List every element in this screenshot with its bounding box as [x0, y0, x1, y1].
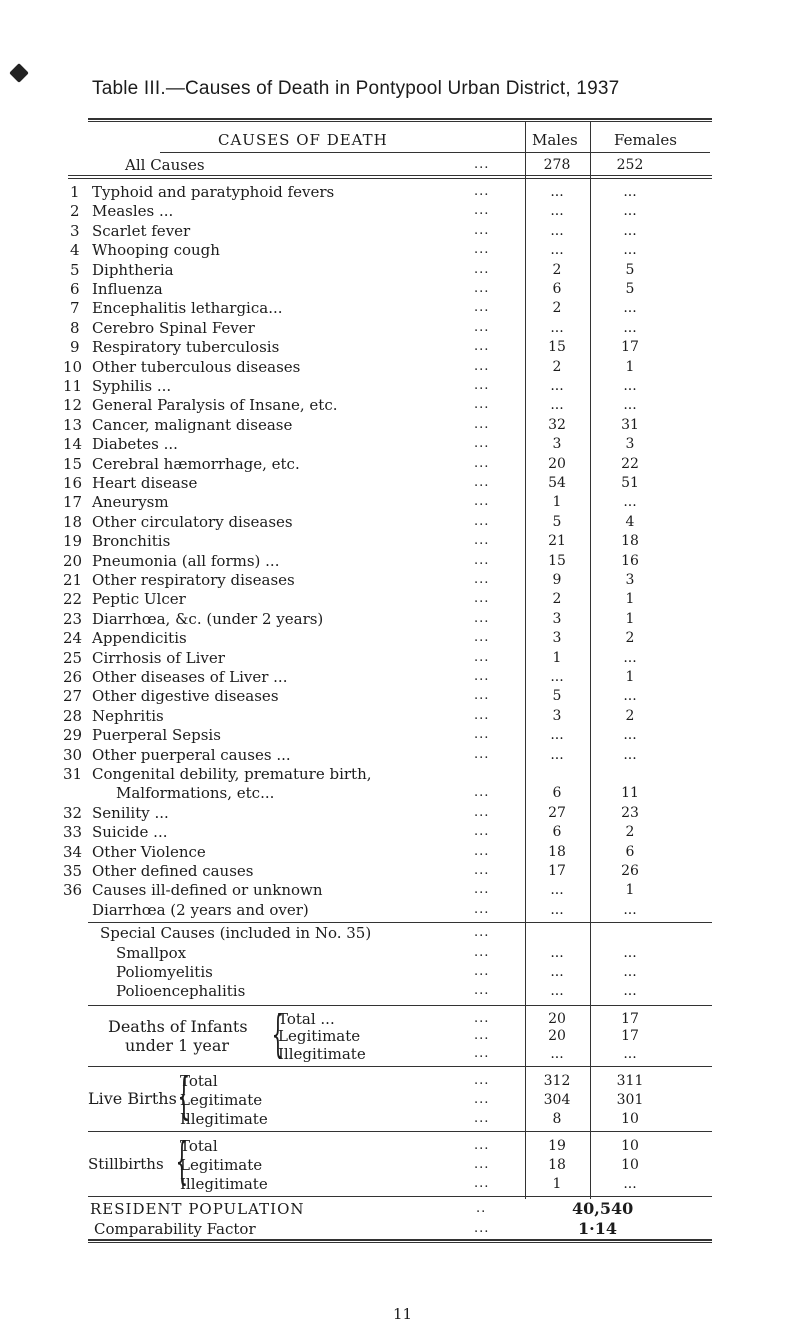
- males-value: 2: [552, 300, 562, 317]
- cause-label: Bronchitis: [92, 532, 171, 551]
- row-number: 5: [70, 260, 80, 279]
- special-label: Polioencephalitis: [116, 982, 246, 1001]
- females-header: Females: [614, 131, 678, 149]
- cause-label: Encephalitis lethargica...: [92, 299, 283, 318]
- females-value: 17: [621, 1010, 639, 1027]
- infants-item-label: Illegitimate: [278, 1044, 366, 1063]
- leader-dots: ...: [474, 513, 490, 529]
- males-value: 15: [548, 552, 566, 569]
- row-number: 21: [63, 571, 83, 589]
- males-value: 2: [552, 358, 562, 375]
- stillbirths-item-label: Total: [180, 1137, 218, 1156]
- females-value: ...: [623, 300, 637, 317]
- cause-label: Cerebro Spinal Fever: [92, 318, 255, 337]
- leader-dots: ...: [474, 1010, 490, 1026]
- row-number: 14: [63, 435, 83, 454]
- infants-label-1: Deaths of Infants: [108, 1016, 248, 1036]
- males-value: ...: [550, 319, 564, 336]
- leader-dots: ...: [474, 300, 490, 316]
- males-value: 312: [543, 1073, 571, 1090]
- males-value: 19: [548, 1138, 566, 1155]
- males-value: ...: [550, 746, 564, 763]
- females-value: ...: [623, 242, 637, 259]
- females-value: 2: [625, 707, 635, 724]
- cause-label: Suicide ...: [92, 823, 168, 842]
- leader-dots: ...: [474, 416, 490, 432]
- males-value: 5: [552, 513, 562, 530]
- cause-label: Puerperal Sepsis: [92, 726, 221, 745]
- cause-label: General Paralysis of Insane, etc.: [92, 396, 338, 415]
- infants-item-label: Legitimate: [278, 1027, 361, 1046]
- row-number: 16: [63, 474, 83, 492]
- leader-dots: ...: [474, 804, 490, 820]
- rule-line: [68, 175, 712, 176]
- females-value: 18: [621, 533, 639, 550]
- leader-dots: ...: [474, 1073, 490, 1089]
- cause-label: Scarlet fever: [92, 221, 191, 240]
- females-value: 10: [621, 1111, 639, 1128]
- all-causes-label: All Causes: [125, 156, 205, 174]
- females-value: 51: [621, 475, 639, 491]
- row-number: 23: [63, 609, 83, 628]
- leader-dots: ...: [474, 339, 490, 355]
- females-value: ...: [623, 649, 637, 666]
- leader-dots: ...: [474, 1221, 490, 1237]
- live-births-item-label: Illegitimate: [180, 1110, 268, 1129]
- females-value: ...: [623, 397, 637, 414]
- row-number: 33: [63, 823, 83, 842]
- cause-label-continued: Malformations, etc...: [116, 784, 275, 803]
- column-rule: [525, 121, 526, 1199]
- females-value: ...: [623, 746, 637, 763]
- cause-label: Other digestive diseases: [92, 687, 279, 706]
- row-number: 15: [63, 454, 83, 473]
- row-number: 10: [63, 357, 83, 376]
- page-number: 11: [393, 1305, 413, 1323]
- leader-dots: ...: [474, 1045, 490, 1061]
- row-number: 34: [63, 842, 83, 861]
- females-value: ...: [623, 319, 637, 336]
- leader-dots: ...: [474, 688, 490, 704]
- leader-dots: ...: [474, 983, 490, 999]
- cause-label: Senility ...: [92, 803, 169, 822]
- leader-dots: ...: [474, 824, 490, 840]
- leader-dots: ...: [474, 964, 490, 979]
- males-value: 21: [548, 533, 566, 550]
- females-value: 2: [625, 630, 635, 647]
- males-value: 32: [548, 416, 566, 433]
- cause-label: Other respiratory diseases: [92, 571, 295, 589]
- leader-dots: ...: [474, 649, 490, 665]
- cause-label: Congenital debility, premature birth,: [92, 765, 372, 783]
- females-value: ...: [623, 688, 637, 705]
- males-value: 54: [548, 475, 566, 491]
- males-value: 1: [552, 649, 562, 666]
- row-number: 11: [63, 377, 83, 395]
- males-value: 18: [548, 1157, 566, 1174]
- rule-line: [88, 1242, 712, 1243]
- row-number: 30: [63, 745, 83, 764]
- cause-label: Cerebral hæmorrhage, etc.: [92, 454, 300, 473]
- comparability-label: Comparability Factor: [94, 1220, 256, 1239]
- females-value: 6: [625, 843, 635, 860]
- females-value: ...: [623, 1176, 637, 1193]
- special-label: Smallpox: [116, 943, 187, 962]
- females-value: 2: [625, 824, 635, 841]
- females-value: 10: [621, 1157, 639, 1174]
- males-value: 15: [548, 339, 566, 356]
- leader-dots: ...: [474, 1092, 490, 1108]
- live-births-label: Live Births: [88, 1089, 177, 1109]
- females-value: 3: [625, 436, 635, 453]
- row-number: 35: [63, 862, 83, 880]
- brace-icon: {: [271, 1004, 285, 1063]
- rule-line: [88, 1005, 712, 1006]
- leader-dots: ...: [474, 494, 490, 510]
- leader-dots: ...: [474, 572, 490, 587]
- females-value: 10: [621, 1138, 639, 1155]
- rule-line: [88, 121, 712, 122]
- females-value: 1: [625, 669, 635, 685]
- row-number: 28: [63, 706, 83, 725]
- rule-line: [88, 922, 712, 923]
- females-value: ...: [623, 983, 637, 1000]
- page-title: Table III.—Causes of Death in Pontypool Urban District, 1937: [92, 78, 620, 99]
- cause-label: Diarrhœa, &c. (under 2 years): [92, 609, 324, 628]
- row-number: 6: [70, 280, 80, 298]
- leader-dots: ...: [474, 901, 490, 917]
- males-value: 6: [552, 785, 562, 802]
- rule-line: [88, 1239, 712, 1241]
- leader-dots: ...: [474, 222, 490, 238]
- infants-item-label: Total ...: [278, 1009, 335, 1028]
- males-value: 6: [552, 824, 562, 841]
- row-number: 13: [63, 415, 83, 434]
- females-value: 17: [621, 339, 639, 356]
- females-value: 311: [616, 1073, 644, 1090]
- cause-label: Respiratory tuberculosis: [92, 338, 280, 357]
- females-value: ...: [623, 944, 637, 961]
- females-value: ...: [623, 901, 637, 918]
- leader-dots: ...: [474, 727, 490, 743]
- females-value: 3: [625, 572, 635, 588]
- leader-dots: ...: [474, 533, 490, 549]
- cause-label: Peptic Ulcer: [92, 590, 186, 609]
- cause-label: Other defined causes: [92, 862, 254, 880]
- leader-dots: ...: [474, 378, 490, 393]
- leader-dots: ...: [474, 261, 490, 277]
- leader-dots: ...: [474, 707, 490, 723]
- live-births-item-label: Legitimate: [180, 1091, 263, 1110]
- leader-dots: ...: [474, 591, 490, 607]
- females-value: ...: [623, 203, 637, 220]
- cause-label: Syphilis ...: [92, 377, 172, 395]
- females-value: 5: [625, 281, 635, 297]
- leader-dots: ...: [474, 863, 490, 878]
- leader-dots: ...: [474, 184, 490, 199]
- causes-header: CAUSES OF DEATH: [218, 131, 388, 149]
- females-value: ...: [623, 1045, 637, 1062]
- cause-label: Appendicitis: [92, 629, 187, 648]
- cause-label: Other diseases of Liver ...: [92, 668, 288, 686]
- row-number: 3: [70, 221, 80, 240]
- males-value: 2: [552, 261, 562, 278]
- row-number: 7: [70, 299, 80, 318]
- leader-dots: ...: [474, 1111, 490, 1127]
- females-value: 11: [621, 785, 639, 802]
- all-causes-females: 252: [616, 157, 644, 173]
- cause-label: Typhoid and paratyphoid fevers: [92, 183, 335, 201]
- males-value: ...: [550, 242, 564, 259]
- leader-dots: ..: [476, 1201, 487, 1217]
- brace-icon: {: [175, 1132, 189, 1191]
- males-value: 9: [552, 572, 562, 588]
- row-number: 1: [70, 183, 80, 201]
- males-value: 20: [548, 455, 566, 472]
- row-number: 31: [63, 765, 83, 783]
- row-number: 27: [63, 687, 83, 706]
- females-value: ...: [623, 378, 637, 394]
- cause-label: Measles ...: [92, 202, 174, 221]
- females-value: ...: [623, 964, 637, 980]
- cause-label: Causes ill-defined or unknown: [92, 881, 323, 900]
- leader-dots: ...: [474, 925, 490, 941]
- stillbirths-label: Stillbirths: [88, 1155, 164, 1174]
- row-number: 18: [63, 512, 83, 531]
- all-causes-males: 278: [543, 157, 571, 173]
- cause-label: Other Violence: [92, 842, 206, 861]
- females-value: 1: [625, 882, 635, 899]
- rule-line: [88, 1196, 712, 1197]
- males-value: ...: [550, 983, 564, 1000]
- row-number: 36: [63, 881, 83, 900]
- leader-dots: ...: [474, 1176, 490, 1192]
- row-number: 2: [70, 202, 80, 221]
- females-value: ...: [623, 184, 637, 200]
- males-value: 3: [552, 630, 562, 647]
- resident-population-value: 40,540: [572, 1199, 634, 1219]
- females-value: 17: [621, 1028, 639, 1045]
- comparability-value: 1·14: [578, 1219, 617, 1239]
- rule-line: [160, 152, 710, 153]
- leader-dots: ...: [474, 157, 490, 172]
- stillbirths-item-label: Illegitimate: [180, 1175, 268, 1194]
- row-number: 29: [63, 726, 83, 745]
- cause-label: Cirrhosis of Liver: [92, 648, 225, 667]
- leader-dots: ...: [474, 1138, 490, 1154]
- corner-mark: [9, 63, 29, 83]
- males-value: ...: [550, 203, 564, 220]
- leader-dots: ...: [474, 319, 490, 335]
- row-number: 12: [63, 396, 83, 415]
- males-value: 3: [552, 436, 562, 453]
- rule-line: [88, 118, 712, 120]
- row-number: 24: [63, 629, 83, 648]
- leader-dots: ...: [474, 358, 490, 374]
- cause-label: Other tuberculous diseases: [92, 357, 301, 376]
- leader-dots: ...: [474, 397, 490, 413]
- females-value: 16: [621, 552, 639, 569]
- females-value: 1: [625, 358, 635, 375]
- males-value: ...: [550, 727, 564, 744]
- females-value: 1: [625, 591, 635, 608]
- leader-dots: ...: [474, 552, 490, 568]
- leader-dots: ...: [474, 630, 490, 646]
- leader-dots: ...: [474, 669, 490, 684]
- females-value: 5: [625, 261, 635, 278]
- cause-label: Pneumonia (all forms) ...: [92, 551, 280, 570]
- females-value: 23: [621, 804, 639, 821]
- leader-dots: ...: [474, 281, 490, 296]
- live-births-item-label: Total: [180, 1072, 218, 1091]
- males-value: 8: [552, 1111, 562, 1128]
- males-value: 20: [548, 1010, 566, 1027]
- cause-label: Diarrhœa (2 years and over): [92, 900, 309, 919]
- females-value: 301: [616, 1092, 644, 1109]
- leader-dots: ...: [474, 203, 490, 219]
- males-value: 20: [548, 1028, 566, 1045]
- cause-label: Aneurysm: [92, 493, 169, 512]
- males-value: ...: [550, 964, 564, 980]
- males-value: 3: [552, 707, 562, 724]
- males-value: 5: [552, 688, 562, 705]
- males-value: ...: [550, 669, 564, 685]
- males-value: 1: [552, 1176, 562, 1193]
- resident-population-label: RESIDENT POPULATION: [90, 1200, 305, 1219]
- females-value: ...: [623, 494, 637, 511]
- cause-label: Other circulatory diseases: [92, 512, 293, 531]
- leader-dots: ...: [474, 610, 490, 626]
- leader-dots: ...: [474, 475, 490, 490]
- cause-label: Cancer, malignant disease: [92, 415, 293, 434]
- cause-label: Other puerperal causes ...: [92, 745, 291, 764]
- males-value: ...: [550, 1045, 564, 1062]
- column-rule: [590, 121, 591, 1199]
- rule-line: [68, 178, 712, 179]
- leader-dots: ...: [474, 242, 490, 258]
- males-value: ...: [550, 378, 564, 394]
- brace-icon: {: [177, 1067, 191, 1126]
- males-value: ...: [550, 397, 564, 414]
- cause-label: Heart disease: [92, 474, 198, 492]
- leader-dots: ...: [474, 944, 490, 960]
- males-value: 3: [552, 610, 562, 627]
- males-header: Males: [532, 131, 578, 149]
- special-label: Poliomyelitis: [116, 963, 213, 981]
- cause-label: Diphtheria: [92, 260, 174, 279]
- males-value: ...: [550, 222, 564, 239]
- females-value: ...: [623, 727, 637, 744]
- row-number: 8: [70, 318, 80, 337]
- males-value: ...: [550, 944, 564, 961]
- females-value: 1: [625, 610, 635, 627]
- row-number: 26: [63, 668, 83, 686]
- row-number: 20: [63, 551, 83, 570]
- leader-dots: ...: [474, 1157, 490, 1173]
- females-value: 4: [625, 513, 635, 530]
- leader-dots: ...: [474, 746, 490, 762]
- cause-label: Influenza: [92, 280, 163, 298]
- leader-dots: ...: [474, 843, 490, 859]
- females-value: 31: [621, 416, 639, 433]
- cause-label: Diabetes ...: [92, 435, 178, 454]
- leader-dots: ...: [474, 785, 490, 801]
- females-value: 22: [621, 455, 639, 472]
- special-heading: Special Causes (included in No. 35): [100, 924, 372, 943]
- leader-dots: ...: [474, 455, 490, 471]
- row-number: 25: [63, 648, 83, 667]
- males-value: 1: [552, 494, 562, 511]
- cause-label: Whooping cough: [92, 241, 220, 260]
- leader-dots: ...: [474, 436, 490, 452]
- row-number: 9: [70, 338, 80, 357]
- row-number: 32: [63, 803, 83, 822]
- males-value: ...: [550, 901, 564, 918]
- row-number: 22: [63, 590, 83, 609]
- infants-label-2: under 1 year: [125, 1035, 230, 1055]
- leader-dots: ...: [474, 1028, 490, 1044]
- row-number: 17: [63, 493, 83, 512]
- males-value: 304: [543, 1092, 571, 1109]
- males-value: 2: [552, 591, 562, 608]
- row-number: 19: [63, 532, 83, 551]
- females-value: ...: [623, 222, 637, 239]
- row-number: 4: [70, 241, 80, 260]
- leader-dots: ...: [474, 882, 490, 898]
- stillbirths-item-label: Legitimate: [180, 1156, 263, 1175]
- females-value: 26: [621, 863, 639, 879]
- males-value: 27: [548, 804, 566, 821]
- males-value: 6: [552, 281, 562, 297]
- males-value: 18: [548, 843, 566, 860]
- males-value: ...: [550, 882, 564, 899]
- males-value: ...: [550, 184, 564, 200]
- males-value: 17: [548, 863, 566, 879]
- cause-label: Nephritis: [92, 706, 164, 725]
